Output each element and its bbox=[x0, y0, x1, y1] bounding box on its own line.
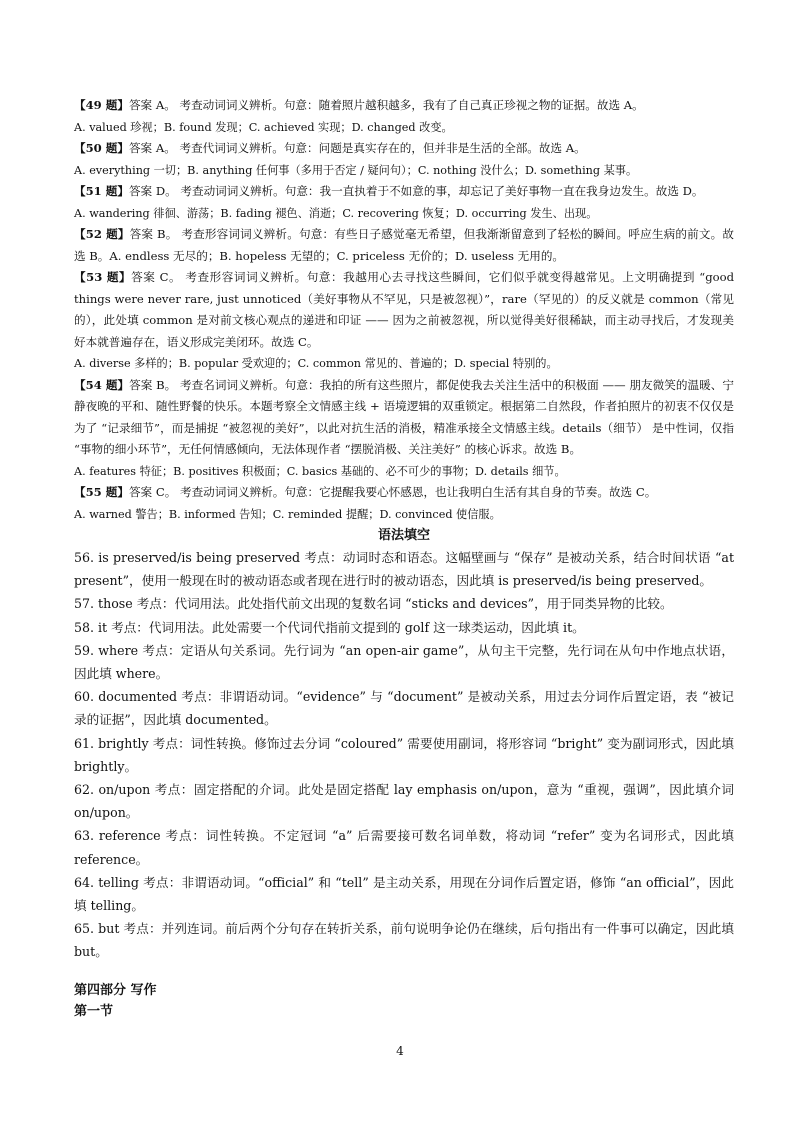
answer-options: A. diverse 多样的；B. popular 受欢迎的；C. common 常见的、普遍的；D. special 特别的。 bbox=[74, 357, 558, 370]
grammar-item: 60. documented 考点：非谓语动词。“evidence” 与 “document” 是被动关系，用过去分词作后置定语，表 “被记录的证据”，因此填 documented。 bbox=[74, 689, 734, 728]
explanation-text: 答案 C。 考查形容词词义辨析。句意：我越用心去寻找这些瞬间，它们似乎就变得越常见。上文明确提到 “good things were never rare, just unnoticed（美好事物从不罕见，只是被忽视）”，rare（罕见的）的反义就是 common（常见的），此处填 common 是对前文核心观点的递进和印证 —— 因为之前被忽视，所以觉得美好很稀缺，而主动寻找后，才发现美好本就普遍存在，语义形成完美闭环。故选 C。 bbox=[74, 270, 734, 349]
explanation-text: 答案 C。 考查动词词义辨析。句意：它提醒我要心怀感恩，也让我明白生活有其自身的节奏。故选 C。 bbox=[128, 485, 657, 499]
grammar-section-title: 语法填空 bbox=[377, 528, 430, 543]
grammar-item: 61. brightly 考点：词性转换。修饰过去分词 “coloured” 需要使用副词，将形容词 “bright” 变为副词形式，因此填 brightly。 bbox=[74, 735, 734, 774]
grammar-item: 62. on/upon 考点：固定搭配的介词。此处是固定搭配 lay emphasis on/upon，意为 “重视，强调”，因此填介词 on/upon。 bbox=[74, 782, 734, 821]
question-number: 【51 题】 bbox=[74, 184, 129, 198]
answer-options: A. valued 珍视；B. found 发现；C. achieved 实现；D. changed 改变。 bbox=[74, 120, 453, 134]
question-number: 【53 题】 bbox=[74, 270, 132, 284]
answer-explanation bbox=[74, 375, 734, 461]
page-number: 4 bbox=[396, 1044, 404, 1058]
answer-options: A. features 特征；B. positives 积极面；C. basics 基础的、必不可少的事物；D. details 细节。 bbox=[74, 464, 566, 478]
vocabulary-answers bbox=[74, 95, 734, 525]
grammar-item: 59. where 考点：定语从句关系词。先行词为 “an open-air game”，从句主干完整，先行词在从句中作地点状语，因此填 where。 bbox=[74, 642, 734, 682]
explanation-text: 答案 A。 考查动词词义辨析。句意：随着照片越积越多，我有了自己真正珍视之物的证据。故选 A。 bbox=[128, 98, 644, 112]
question-number: 【50 题】 bbox=[74, 141, 129, 155]
grammar-item: 63. reference 考点：词性转换。不定冠词 “a” 后需要接可数名词单数，将动词 “refer” 变为名词形式，因此填 reference。 bbox=[74, 828, 734, 867]
explanation-text: 答案 A。 考查代词词义辨析。句意：问题是真实存在的，但并非是生活的全部。故选 A。 bbox=[128, 141, 586, 155]
explanation-text: 答案 D。 考查动词词义辨析。句意：我一直执着于不如意的事，却忘记了美好事物一直在我身边发生。故选 D。 bbox=[128, 184, 704, 198]
answer-explanation bbox=[74, 267, 734, 353]
grammar-item: 57. those 考点：代词用法。此处指代前文出现的复数名词 “sticks and devices”，用于同类异物的比较。 bbox=[74, 596, 673, 612]
question-number: 【52 题】 bbox=[74, 227, 130, 241]
answer-explanation bbox=[74, 181, 734, 203]
document-body bbox=[74, 95, 734, 1022]
explanation-text: 答案 B。 考查形容词词义辨析。句意：有些日子感觉毫无希望，但我渐渐留意到了轻松的瞬间。呼应生病的前文。故选 B。A. endless 无尽的；B. hopeless 无望的；C. priceless 无价的；D. useless 无用的。 bbox=[74, 227, 735, 263]
grammar-item: 64. telling 考点：非谓语动词。“official” 和 “tell” 是主动关系，用现在分词作后置定语，修饰 “an official”，因此填 telling。 bbox=[74, 874, 734, 914]
grammar-item: 65. but 考点：并列连词。前后两个分句存在转折关系，前句说明争论仍在继续，后句指出有一件事可以确定，因此填 but。 bbox=[74, 921, 734, 960]
explanation-text: 答案 B。 考查名词词义辨析。句意：我拍的所有这些照片，都促使我去关注生活中的积极面 —— 朋友微笑的温暖、宁静夜晚的平和、随性野餐的快乐。本题考察全文情感主线 + 语境逻辑的双重锁定。根据第二自然段，作者拍照片的初衷不仅仅是为了 “记录细节”，而是捕捉 “被忽视的美好”，以此对抗生活的消极，精准承接全文情感主线。details（细节） 是中性词，仅指 “事物的细小环节”，无任何情感倾向，无法体现作者 “摆脱消极、关注美好” 的核心诉求。故选 B。 bbox=[74, 377, 735, 456]
grammar-answers bbox=[74, 546, 734, 964]
answer-options: A. wandering 徘徊、游荡；B. fading 褪色、消逝；C. recovering 恢复；D. occurring 发生、出现。 bbox=[74, 206, 598, 220]
grammar-item: 58. it 考点：代词用法。此处需要一个代词代指前文提到的 golf 这一球类运动，因此填 it。 bbox=[74, 619, 585, 635]
answer-options: A. warned 警告；B. informed 告知；C. reminded 提醒；D. convinced 使信服。 bbox=[74, 507, 501, 521]
answer-explanation bbox=[74, 482, 734, 504]
grammar-item: 56. is preserved/is being preserved 考点：动词时态和语态。这幅壁画与 “保存” 是被动关系，结合时间状语 “at present”，使用一般现在时的被动语态或者现在进行时的被动语态，因此填 is preserved/is being preserved。 bbox=[74, 550, 734, 589]
answer-explanation bbox=[74, 224, 734, 267]
writing-section-title: 第四部分 写作 bbox=[74, 982, 157, 998]
question-number: 【54 题】 bbox=[74, 377, 130, 392]
answer-options: A. everything 一切；B. anything 任何事（多用于否定 / 疑问句）；C. nothing 没什么；D. something 某事。 bbox=[74, 163, 638, 177]
answer-explanation bbox=[74, 95, 734, 117]
answer-explanation bbox=[74, 138, 734, 160]
question-number: 【49 题】 bbox=[74, 98, 129, 112]
writing-subsection-title: 第一节 bbox=[74, 1003, 114, 1019]
question-number: 【55 题】 bbox=[74, 485, 129, 499]
